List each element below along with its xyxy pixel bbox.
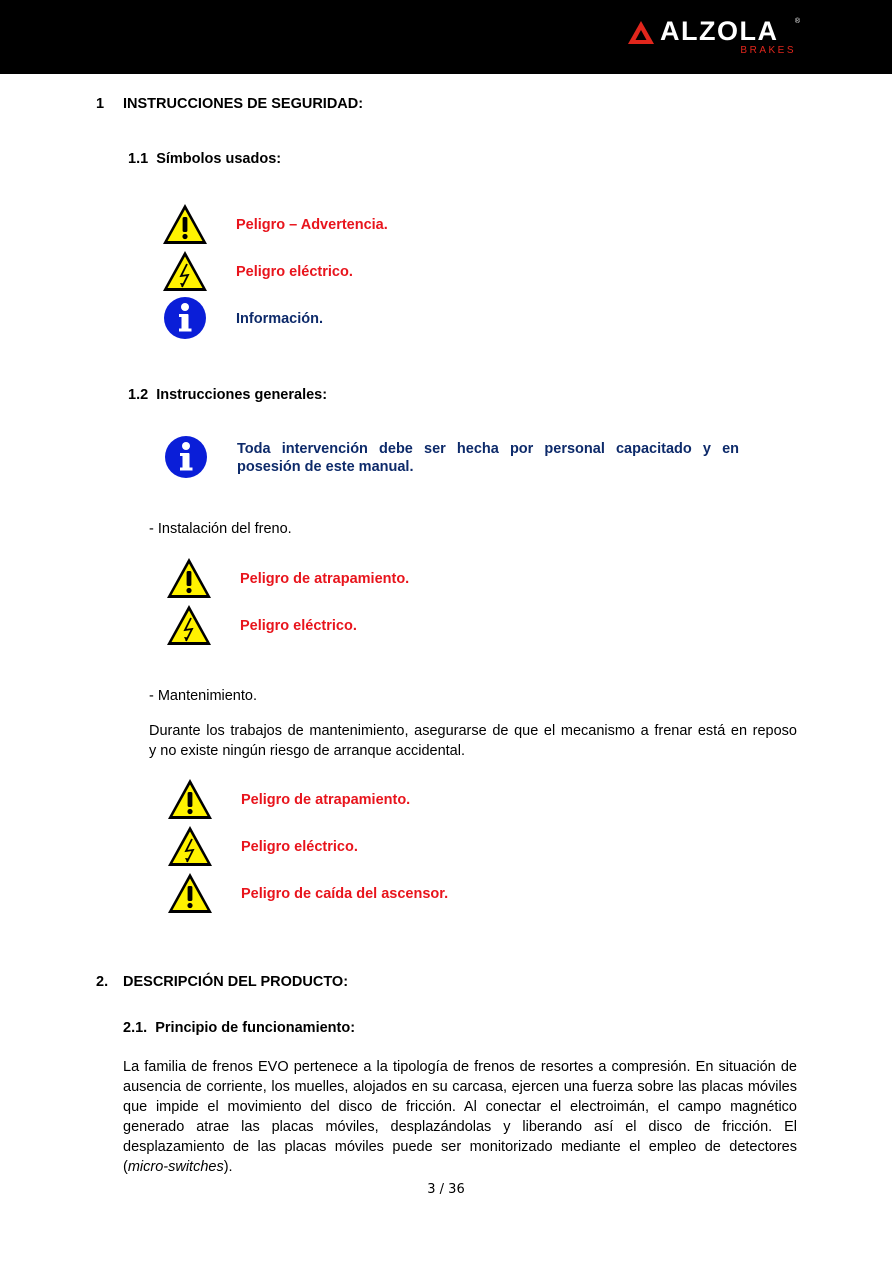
installation-label: - Instalación del freno. — [149, 521, 292, 537]
operating-principle-text — [123, 1057, 797, 1177]
installation-hazard-entrapment: Peligro de atrapamiento. — [240, 571, 410, 587]
maintenance-text — [149, 721, 797, 761]
logo-brand-sub: BRAKES — [740, 45, 796, 56]
maintenance-hazard-elevator-fall: Peligro de caída del ascensor. — [241, 886, 449, 902]
logo-brand-name: ALZOLA — [660, 16, 779, 46]
warning-exclamation-icon — [166, 777, 214, 821]
paragraph-last-line — [123, 1157, 797, 1177]
maintenance-hazard-electric: Peligro eléctrico. — [241, 839, 358, 855]
section1-title: INSTRUCCIONES DE SEGURIDAD: — [123, 96, 364, 112]
electric-hazard-icon — [161, 249, 209, 293]
symbol-label-electric: Peligro eléctrico. — [236, 264, 353, 280]
page-number: 3 / 36 — [427, 1182, 465, 1197]
warning-exclamation-icon — [165, 556, 213, 600]
page-header — [0, 0, 892, 74]
section1-2-title: 1.2 Instrucciones generales: — [128, 387, 328, 403]
info-note-line: Toda intervención debe ser hecha por personal capacitado y en — [237, 441, 739, 457]
section1-number: 1 — [96, 96, 105, 112]
logo-triangle-icon — [627, 20, 655, 46]
info-icon — [164, 435, 208, 479]
symbol-label-warning: Peligro – Advertencia. — [236, 217, 388, 233]
warning-exclamation-icon — [166, 871, 214, 915]
paragraph-line: que impide el movimiento del disco de fricción. Al conectar el electroimán, el campo magnético — [123, 1099, 797, 1115]
installation-hazard-electric: Peligro eléctrico. — [240, 618, 357, 634]
paragraph-line: desplazamiento de las placas móviles puede ser monitorizado mediante el empleo de detectores — [123, 1139, 797, 1155]
info-icon — [163, 296, 207, 340]
section2-number: 2. — [96, 974, 109, 990]
info-note — [237, 440, 739, 476]
micro-switches-term: micro-switches — [127, 1159, 224, 1175]
section1-1-title: 1.1 Símbolos usados: — [128, 151, 282, 167]
electric-hazard-icon — [165, 603, 213, 647]
maintenance-hazard-entrapment: Peligro de atrapamiento. — [241, 792, 411, 808]
maintenance-text-line: y no existe ningún riesgo de arranque accidental. — [149, 743, 465, 759]
paragraph-line: La familia de frenos EVO pertenece a la tipología de frenos de resortes a compresión. En situación de — [123, 1059, 797, 1075]
warning-exclamation-icon — [161, 202, 209, 246]
paragraph-line: ausencia de corriente, los muelles, alojados en su carcasa, ejercen una fuerza sobre las placas móviles — [123, 1079, 797, 1095]
electric-hazard-icon — [166, 824, 214, 868]
info-note-line: posesión de este manual. — [237, 459, 414, 475]
section2-1-title: 2.1. Principio de funcionamiento: — [123, 1020, 356, 1036]
maintenance-text-line: Durante los trabajos de mantenimiento, asegurarse de que el mecanismo a frenar está en reposo — [149, 723, 797, 739]
section2-title: DESCRIPCIÓN DEL PRODUCTO: — [123, 974, 349, 990]
maintenance-label: - Mantenimiento. — [149, 688, 257, 704]
paragraph-line: generado atrae las placas móviles, desplazándolas y liberando así el disco de fricción. El — [123, 1119, 797, 1135]
symbol-label-info: Información. — [236, 311, 324, 327]
paren-open: ( — [123, 1159, 128, 1175]
alzola-logo — [627, 18, 802, 60]
paren-close: ). — [223, 1159, 233, 1175]
logo-registered-mark: ® — [794, 18, 800, 25]
